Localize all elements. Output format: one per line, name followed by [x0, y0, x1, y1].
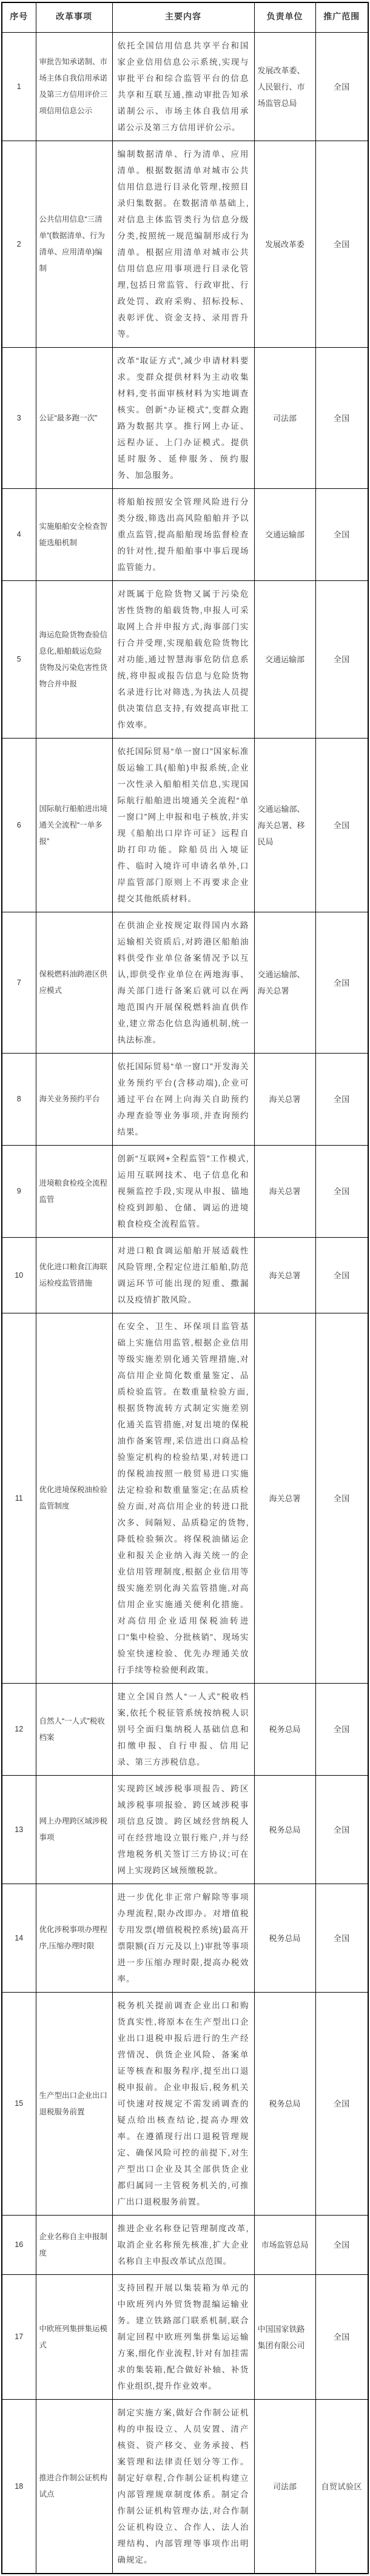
cell-main-content: 改革“取证方式”,减少申请材料要求。变群众提供材料为主动收集材料,变书面审核材料为实地调查核实。创新“办证模式”,变群众跑路为数据共享。推行网上办证、远程办证、上门办证模式。提供延时服务、延伸服务、预约服务、加急服务。 [112, 348, 254, 489]
cell-main-content: 对进口粮食调运船舶开展适载性风险管理,全程定位进江船舶,防范调运环节可能出现的短重、撒漏以及疫情扩散风险。 [112, 1238, 254, 1313]
cell-reform-item: 审批告知承诺制、市场主体自我信用承诺及第三方信用评价三项信用信息公示 [36, 33, 112, 141]
cell-serial-number: 7 [2, 912, 36, 1054]
table-header [2, 2, 368, 33]
header-promotion-scope: 推广范围 [315, 2, 368, 33]
cell-promotion-scope: 自贸试验区 [315, 2400, 368, 2574]
cell-main-content: 进一步优化非正常户解除等事项办理流程,限办改即办。对增值税专用发票(增值税税控系统)最高开票限额(百万元及以上)审批等事项进一步压缩办理时限,提高办税效率。 [112, 1884, 254, 1993]
cell-reform-item: 企业名称自主申报制度 [36, 2216, 112, 2275]
table-body [2, 33, 368, 2574]
cell-serial-number: 6 [2, 739, 36, 912]
cell-promotion-scope: 全国 [315, 1884, 368, 1993]
cell-reform-item: 公共信用信息“三清单”(数据清单、行为清单、应用清单)编制 [36, 141, 112, 348]
table-row [2, 2400, 368, 2574]
cell-promotion-scope: 全国 [315, 912, 368, 1054]
cell-reform-item: 生产型出口企业出口退税服务前置 [36, 1993, 112, 2216]
table-row [2, 348, 368, 489]
table-row [2, 1054, 368, 1146]
table-row [2, 1684, 368, 1776]
table-row [2, 141, 368, 348]
cell-promotion-scope: 全国 [315, 1054, 368, 1146]
cell-promotion-scope: 全国 [315, 33, 368, 141]
cell-promotion-scope: 全国 [315, 581, 368, 739]
cell-serial-number: 1 [2, 33, 36, 141]
cell-reform-item: 网上办理跨区域涉税事项 [36, 1776, 112, 1884]
header-serial-number: 序号 [2, 2, 36, 33]
cell-responsible-unit: 税务总局 [254, 1776, 315, 1884]
cell-responsible-unit: 海关总署 [254, 1238, 315, 1313]
table-row [2, 581, 368, 739]
cell-serial-number: 16 [2, 2216, 36, 2275]
cell-main-content: 税务机关提前调查企业出口和购货真实性,将原本在生产型出口企业出口退税申报后进行的生产经营情况、供货企业风险、备案单证等核查和服务程序,提至出口退税申报前。企业申报后,税务机关可快速对按规定不需发函调查的疑点给出核查结论,提高办理效率。在遵循现行出口退税管理规定、确保风险可控的前提下,对生产型出口企业及其全部供货企业都归属同一主管税务机关的,可推广出口退税服务前置。 [112, 1993, 254, 2216]
cell-serial-number: 4 [2, 489, 36, 581]
cell-serial-number: 12 [2, 1684, 36, 1776]
cell-main-content: 制定实施方案,做好合作制公证机构的申报设立、人员安置、清产核资、资产移交、业务承接、档案管理和法律责任划分等工作。制定好章程,合作制公证机构建立内部管理规章制度体系。制定合作制公证机构管理办法,对合作制公证机构设立、合作人、法人治理结构、内部管理等事项作出明确规定。 [112, 2400, 254, 2574]
header-responsible-unit: 负责单位 [254, 2, 315, 33]
table-row [2, 489, 368, 581]
cell-main-content: 依托全国信用信息共享平台和国家企业信用信息公示系统,实现与审批平台和综合监管平台的信息共享和互联互通,推动审批告知承诺制公示、市场主体自我信用承诺公示及第三方信用评价公示。 [112, 33, 254, 141]
table-row [2, 1313, 368, 1684]
cell-responsible-unit: 市场监管总局 [254, 2216, 315, 2275]
table-row [2, 1238, 368, 1313]
cell-reform-item: 优化进境保税油检验监管制度 [36, 1313, 112, 1684]
cell-reform-item: 实施船舶安全检查智能选船机制 [36, 489, 112, 581]
cell-responsible-unit: 海关总署 [254, 1313, 315, 1684]
cell-responsible-unit: 交通运输部 [254, 581, 315, 739]
table-row [2, 2216, 368, 2275]
cell-main-content: 支持回程开展以集装箱为单元的中欧班列内外贸货物混编运输业务。建立铁路部门联系机制,联合制定回程中欧班列集拼集运运输方案,细化作业流程,针对有加挂需求的集装箱,配合做好补轴、补货作业组织,提升作业效率。 [112, 2275, 254, 2400]
cell-main-content: 编制数据清单、行为清单、应用清单。根据数据清单对城市公共信用信息进行目录化管理,按照目录归集数据。在数据清单基础上,对信息主体监管类行为信息分级分类,按照统一规范编制形成行为清单。根据应用清单对城市公共信用信息应用事项进行目录化管理,包括日常监管、行政审批、行政处罚、政府采购、招标投标、表彰评优、资金支持、录用晋升等。 [112, 141, 254, 348]
table-row [2, 739, 368, 912]
cell-responsible-unit: 海关总署 [254, 1146, 315, 1238]
table-row [2, 1884, 368, 1993]
cell-reform-item: 海关业务预约平台 [36, 1054, 112, 1146]
cell-responsible-unit: 交通运输部 [254, 489, 315, 581]
cell-main-content: 依托国际贸易“单一窗口”开发海关业务预约平台(含移动端),企业可通过平台在网上向海关自助预约办理查验等业务事项,并查询预约结果。 [112, 1054, 254, 1146]
cell-promotion-scope: 全国 [315, 2275, 368, 2400]
cell-reform-item: 优化进口粮食江海联运检疫监管措施 [36, 1238, 112, 1313]
cell-serial-number: 11 [2, 1313, 36, 1684]
cell-promotion-scope: 全国 [315, 1993, 368, 2216]
table-row [2, 912, 368, 1054]
table-row [2, 1146, 368, 1238]
cell-main-content: 对既属于危险货物又属于污染危害性货物的船载货物,申报人可采取网上合并申报方式,海事部门实行合并受理,实现船载危险货物比对功能,通过智慧海事危防信息系统,将申报或报告信息与危险货物名录进行比对筛选,为执法人员提供决策信息支持,有效提高审批工作效率。 [112, 581, 254, 739]
cell-main-content: 在安全、卫生、环保项目监管基础上实施信用监管,根据企业信用等级实施差别化通关管理措施,对高信用企业简化数重量鉴定、品质检验监管。在数重量检验方面,根据货物流转方式制定实施差别化通关监管措施,对复出境的保税油作备案管理,采信进出口商品检验鉴定机构的检验结果,对转进口的保税油按照一般贸易进口实施法定检验和数重量鉴定;在品质检验方面,对高信用企业的转进口批次多、间隔短、品质稳定的货物,降低检验频次。将保税油储运企业和报关企业纳入海关统一的企业信用管理制度,根据企业信用等级实施差别化海关监管措施,对高信用企业实施通关便利化措施。对高信用企业适用保税油转进口“集中检验、分批核销”、现场实验室快速检验、优先办理通关放行手续等检验便利政策。 [112, 1313, 254, 1684]
cell-main-content: 推进企业名称登记管理制度改革,取消企业名称预先核准,扩大企业名称自主申报改革试点范围。 [112, 2216, 254, 2275]
cell-responsible-unit: 发展改革委 [254, 141, 315, 348]
cell-main-content: 创新“互联网+全程监管”工作模式,运用互联网技术、电子信息化和视频监控手段,实现从申报、锚地检疫到卸船、仓储、调运的进境粮食检疫全流程监管。 [112, 1146, 254, 1238]
cell-reform-item: 保税燃料油跨港区供应模式 [36, 912, 112, 1054]
header-main-content: 主要内容 [112, 2, 254, 33]
cell-promotion-scope: 全国 [315, 141, 368, 348]
cell-serial-number: 8 [2, 1054, 36, 1146]
cell-responsible-unit: 司法部 [254, 2400, 315, 2574]
cell-main-content: 实现跨区域涉税事项报告、跨区域涉税事项报验、跨区域涉税事项信息反馈。跨区域经营纳税人可在经营地设立银行账户,并与经营地税务机关签订三方协议;可在网上实现跨区域预缴税款。 [112, 1776, 254, 1884]
cell-serial-number: 2 [2, 141, 36, 348]
cell-promotion-scope: 全国 [315, 1776, 368, 1884]
cell-reform-item: 进境粮食检疫全流程监管 [36, 1146, 112, 1238]
cell-reform-item: 公证“最多跑一次” [36, 348, 112, 489]
cell-responsible-unit: 税务总局 [254, 1684, 315, 1776]
cell-main-content: 将船舶按照安全管理风险进行分类分级,筛选出高风险船舶并予以重点监管,提高船舶现场监督检查的针对性,提升船舶事中事后现场监管能力。 [112, 489, 254, 581]
cell-serial-number: 3 [2, 348, 36, 489]
table-row [2, 1993, 368, 2216]
cell-responsible-unit: 发展改革委、人民银行、市场监管总局 [254, 33, 315, 141]
cell-serial-number: 13 [2, 1776, 36, 1884]
cell-serial-number: 5 [2, 581, 36, 739]
cell-main-content: 依托国际贸易“单一窗口”国家标准版运输工具(船舶)申报系统,企业一次性录入船舶相关信息,实现国际航行船舶进出境通关全流程“单一窗口”网上申报和电子核放,并实现《船舶出口岸许可证》远程自助打印功能。除船员出入境证件、临时入境许可申请名单外,口岸监管部门原则上不再要求企业提交其他纸质材料。 [112, 739, 254, 912]
cell-promotion-scope: 全国 [315, 348, 368, 489]
cell-promotion-scope: 全国 [315, 1146, 368, 1238]
cell-responsible-unit: 海关总署 [254, 1054, 315, 1146]
cell-serial-number: 14 [2, 1884, 36, 1993]
table-row [2, 33, 368, 141]
table-row [2, 1776, 368, 1884]
reform-table [1, 2, 369, 2574]
cell-responsible-unit: 司法部 [254, 348, 315, 489]
cell-serial-number: 9 [2, 1146, 36, 1238]
cell-serial-number: 17 [2, 2275, 36, 2400]
table-row [2, 2275, 368, 2400]
cell-promotion-scope: 全国 [315, 1313, 368, 1684]
cell-main-content: 建立全国自然人“一人式”税收档案,依托个税征管系统按纳税人识别号全面归集纳税人基础信息和扣缴申报、自行申报、信用记录、第三方涉税信息。 [112, 1684, 254, 1776]
cell-responsible-unit: 税务总局 [254, 1993, 315, 2216]
cell-serial-number: 10 [2, 1238, 36, 1313]
cell-responsible-unit: 交通运输部、海关总署 [254, 912, 315, 1054]
cell-responsible-unit: 中国国家铁路集团有限公司 [254, 2275, 315, 2400]
cell-reform-item: 中欧班列集拼集运模式 [36, 2275, 112, 2400]
cell-responsible-unit: 交通运输部、海关总署、移民局 [254, 739, 315, 912]
cell-main-content: 在供油企业按规定取得国内水路运输相关资质后,对跨港区船舶油料供受作业单位备案情况予以互认,即供受作业单位在两地海事、海关部门进行备案后就可以在两地范围内开展保税燃料油直供作业,建立常态化信息沟通机制,统一执法标准。 [112, 912, 254, 1054]
cell-promotion-scope: 全国 [315, 1684, 368, 1776]
cell-promotion-scope: 全国 [315, 2216, 368, 2275]
header-reform-item: 改革事项 [36, 2, 112, 33]
cell-serial-number: 15 [2, 1993, 36, 2216]
cell-reform-item: 优化涉税事项办理程序,压缩办理时限 [36, 1884, 112, 1993]
cell-reform-item: 自然人“一人式”税收档案 [36, 1684, 112, 1776]
cell-promotion-scope: 全国 [315, 489, 368, 581]
cell-reform-item: 海运危险货物查验信息化,船舶载运危险货物及污染危害性货物合并申报 [36, 581, 112, 739]
cell-promotion-scope: 全国 [315, 1238, 368, 1313]
header-row [2, 2, 368, 33]
cell-responsible-unit: 税务总局 [254, 1884, 315, 1993]
cell-reform-item: 推进合作制公证机构试点 [36, 2400, 112, 2574]
cell-reform-item: 国际航行船舶进出境通关全流程“一单多报” [36, 739, 112, 912]
cell-serial-number: 18 [2, 2400, 36, 2574]
cell-promotion-scope: 全国 [315, 739, 368, 912]
